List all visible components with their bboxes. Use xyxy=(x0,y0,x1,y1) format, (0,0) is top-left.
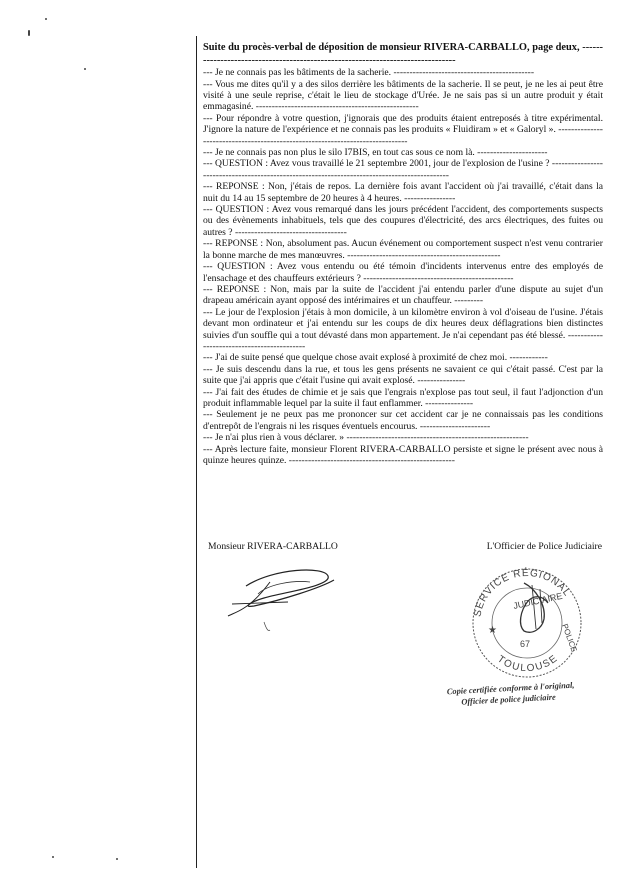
deposition-paragraph: --- Je n'ai plus rien à vous déclarer. » --------------------------------------------------------- xyxy=(203,432,529,444)
deposition-paragraph: --- J'ai de suite pensé que quelque chose avait explosé à proximité de chez moi. ------------ xyxy=(203,352,548,364)
deposition-paragraph: --- Seulement je ne peux pas me prononcer sur cet accident car je ne connaissais pas les conditions d'entrepôt de l'engrais ni les risques éventuels encourus. ---------------------- xyxy=(203,409,603,432)
deposition-paragraph: --- REPONSE : Non, mais par la suite de l'accident j'ai entendu parler d'une dispute au sujet d'un drapeau américain ayant opposé des intérimaires et un chauffeur. --------- xyxy=(203,283,603,307)
witness-signature-icon xyxy=(224,558,344,638)
deposition-body xyxy=(203,42,603,466)
margin-rule xyxy=(196,36,197,868)
deposition-paragraphs xyxy=(203,67,603,466)
deposition-paragraph: --- Après lecture faite, monsieur Florent RIVERA-CARBALLO persiste et signe le présent avec nous à quinze heures quinze. ---------------------------------------------------- xyxy=(203,443,603,466)
deposition-paragraph: --- Pour répondre à votre question, j'ignorais que des produits étaient entreposés à titre expérimental. J'ignore la nature de l'expérience et ne connais pas les produits « Fluidiram » et « Galoryl ». ------------------------------------------------------------------------------ xyxy=(203,112,603,147)
svg-text:★: ★ xyxy=(488,625,497,636)
stamp-top-text: SERVICE RÉGIONAL xyxy=(472,567,573,618)
deposition-paragraph: --- Je ne connais pas les bâtiments de la sacherie. -------------------------------------------- xyxy=(203,67,535,79)
deposition-paragraph: --- REPONSE : Non, j'étais de repos. La dernière fois avant l'accident où j'ai travaillé, c'était dans la nuit du 14 au 15 septembre de 20 heures à 4 heures. ---------------- xyxy=(203,181,603,204)
stamp-middle-text: JUDICIAIRE xyxy=(512,590,564,611)
deposition-paragraph: --- REPONSE : Non, absolument pas. Aucun événement ou comportement suspect n'est venu contrarier la bonne marche de mes manœuvres. ------------------------------------------------ xyxy=(203,238,603,261)
police-stamp-icon xyxy=(462,565,592,680)
deposition-paragraph: --- QUESTION : Avez vous entendu ou été témoin d'incidents intervenus entre des employés de l'ensachage et des chauffeurs extérieurs ? ----------------------------------------------- xyxy=(203,261,603,284)
scan-speck xyxy=(52,856,54,858)
deposition-paragraph: --- QUESTION : Avez vous travaillé le 21 septembre 2001, jour de l'explosion de l'usine ? --------------------------------------------------------------------------------------------- xyxy=(203,158,603,181)
certification-signatory: Officier de police judiciaire xyxy=(461,692,557,707)
scan-speck xyxy=(28,30,30,36)
deposition-paragraph: --- Je suis descendu dans la rue, et tous les gens présents ne savaient ce qui c'était passé. C'est par la suite que j'ai appris que c'était l'usine qui avait explosé. --------------- xyxy=(203,363,603,387)
stamp-number: 67 xyxy=(520,639,531,649)
stamp-right-text: POLICE xyxy=(560,622,579,654)
scan-speck xyxy=(116,858,118,860)
certification-line: Copie certifiée conforme à l'original, xyxy=(446,680,575,697)
officer-label: L'Officier de Police Judiciaire xyxy=(486,541,602,552)
deposition-paragraph: --- Je ne connais pas non plus le silo I7BIS, en tout cas sous ce nom là. ---------------------- xyxy=(203,147,548,159)
scan-speck xyxy=(45,18,47,20)
scan-speck xyxy=(84,68,86,70)
certification-stamp xyxy=(447,678,613,709)
deposition-paragraph: --- QUESTION : Avez vous remarqué dans les jours précédent l'accident, des comportements suspects ou des évènements inhabituels, tels que des coupures d'électricité, des arcs électriques, des fuites ou autres ? ----------------------------------- xyxy=(203,204,603,238)
deposition-paragraph: --- Vous me dites qu'il y a des silos derrière les bâtiments de la sacherie. Il se peut, je ne les ai peut être visité à une seule reprise, c'était le lieu de stockage d'Urée. Je ne sais pas si un autre produit y était emmagasiné. --------------------------------------------------- xyxy=(203,78,603,113)
stamp-city: TOULOUSE xyxy=(495,652,561,675)
document-title: Suite du procès-verbal de déposition de monsieur RIVERA-CARBALLO, page deux, ------------------------------------------------------------------------------- xyxy=(203,42,603,66)
deposition-paragraph: --- Le jour de l'explosion j'étais à mon domicile, à un kilomètre environ à vol d'oiseau de l'usine. J'étais devant mon ordinateur et j'ai entendu sur les coups de dix heures deux déflagrations bien distinctes suivies d'un souffle qui a tout dévasté dans mon appartement. Je n'ai cependant pas été blessé. ------------------------------------------- xyxy=(203,306,603,352)
witness-label: Monsieur RIVERA-CARBALLO xyxy=(208,541,338,552)
deposition-paragraph: --- J'ai fait des études de chimie et je sais que l'engrais n'explose pas tout seul, il faut l'adjonction d'un produit inflammable lequel par la suite il faut enflammer. --------------- xyxy=(203,386,603,409)
